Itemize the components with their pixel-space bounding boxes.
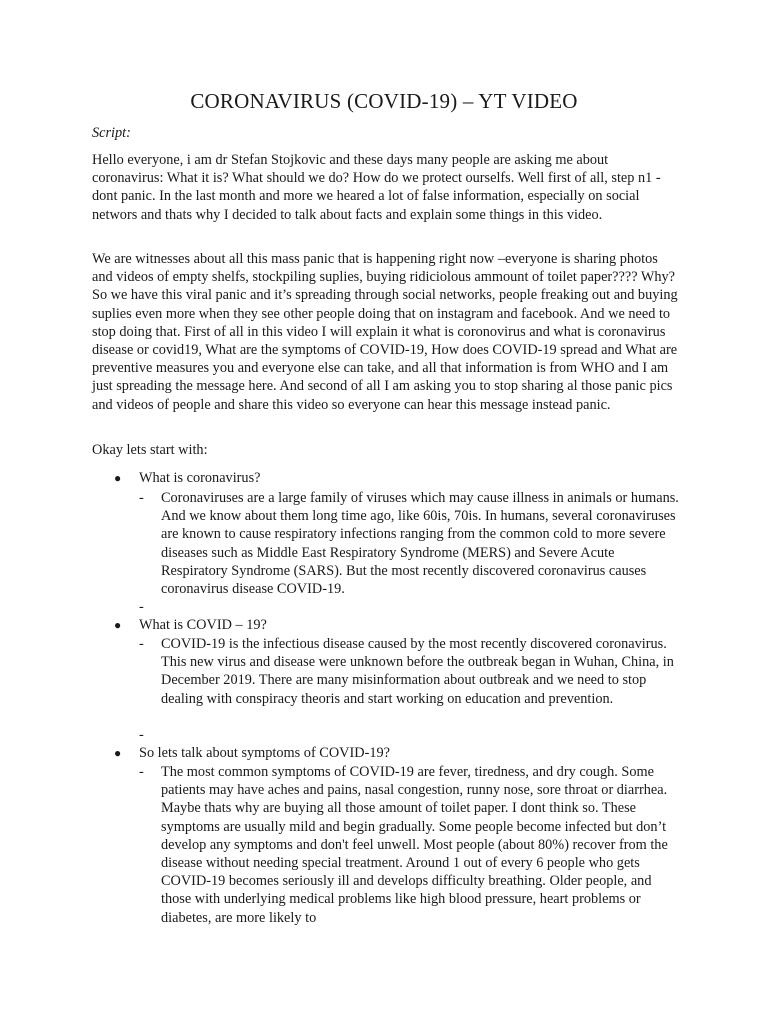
bullet-item-coronavirus: What is coronavirus? xyxy=(139,470,261,486)
paragraph-intro: Hello everyone, i am dr Stefan Stojkovic and these days many people are asking me about coronavirus: What it is? What should we do? How do we protect ourselfs. Well first of all, step n1 - dont panic. In the last month and more we heared a lot of false information, especially on social networs and thats why I decided to talk about facts and explain some things in this video. xyxy=(92,152,661,223)
sub-item-symptoms: The most common symptoms of COVID-19 are fever, tiredness, and dry cough. Some patients may have aches and pains, nasal congestion, runny nose, sore throat or diarrhea. Maybe thats why are buying all those amount of toilet paper. I dont think so. These symptoms are usually mild and begin gradually. Some people become infected but don’t develop any symptoms and don't feel unwell. Most people (about 80%) recover from the disease without needing special treatment. Around 1 out of every 6 people who gets COVID-19 becomes seriously ill and develops difficulty breathing. Older people, and those with underlying medical problems like high blood pressure, heart problems or diabetes, are more likely to xyxy=(161,764,668,926)
document-title: CORONAVIRUS (COVID-19) – YT VIDEO xyxy=(190,89,578,113)
dash-marker: - xyxy=(139,490,144,506)
bullet-item-symptoms: So lets talk about symptoms of COVID-19? xyxy=(139,745,390,761)
empty-dash-marker: - xyxy=(139,599,144,615)
sub-item-covid: COVID-19 is the infectious disease caused by the most recently discovered coronavirus. This new virus and disease were unknown before the outbreak began in Wuhan, China, in December 2019. There are many misinformation about outbreak and we need to stop dealing with conspiracy theoris and start working on education and prevention. xyxy=(161,636,674,707)
empty-dash-marker: - xyxy=(139,727,144,743)
dash-marker: - xyxy=(139,764,144,780)
bullet-icon: ● xyxy=(114,746,122,760)
sub-item-coronavirus: Coronaviruses are a large family of viruses which may cause illness in animals or humans. And we know about them long time ago, like 60is, 70is. In humans, several coronaviruses are known to cause respiratory infections ranging from the common cold to more severe diseases such as Middle East Respiratory Syndrome (MERS) and Severe Acute Respiratory Syndrome (SARS). But the most recently discovered coronavirus causes coronavirus disease COVID-19. xyxy=(161,490,679,598)
dash-marker: - xyxy=(139,636,144,652)
paragraph-start: Okay lets start with: xyxy=(92,442,208,458)
bullet-item-covid: What is COVID – 19? xyxy=(139,617,267,633)
bullet-icon: ● xyxy=(114,618,122,632)
paragraph-panic: We are witnesses about all this mass panic that is happening right now –everyone is sharing photos and videos of empty shelfs, stockpiling suplies, buying ridiciolous ammount of toilet paper???? Why? So we have this viral panic and it’s spreading through social networks, people freaking out and buying suplies even more when they see other people doing that on instagram and facebook. And we need to stop doing that. First of all in this video I will explain it what is coronovirus and what is coronavirus disease or covid19, What are the symptoms of COVID-19, How does COVID-19 spread and What are preventive measures you and everyone else can take, and all that information is from WHO and I am just spreading the message here. And second of all I am asking you to stop sharing al those panic pics and videos of people and share this video so everyone can hear this message instead panic. xyxy=(92,251,678,413)
script-label: Script: xyxy=(92,125,131,141)
bullet-icon: ● xyxy=(114,471,122,485)
